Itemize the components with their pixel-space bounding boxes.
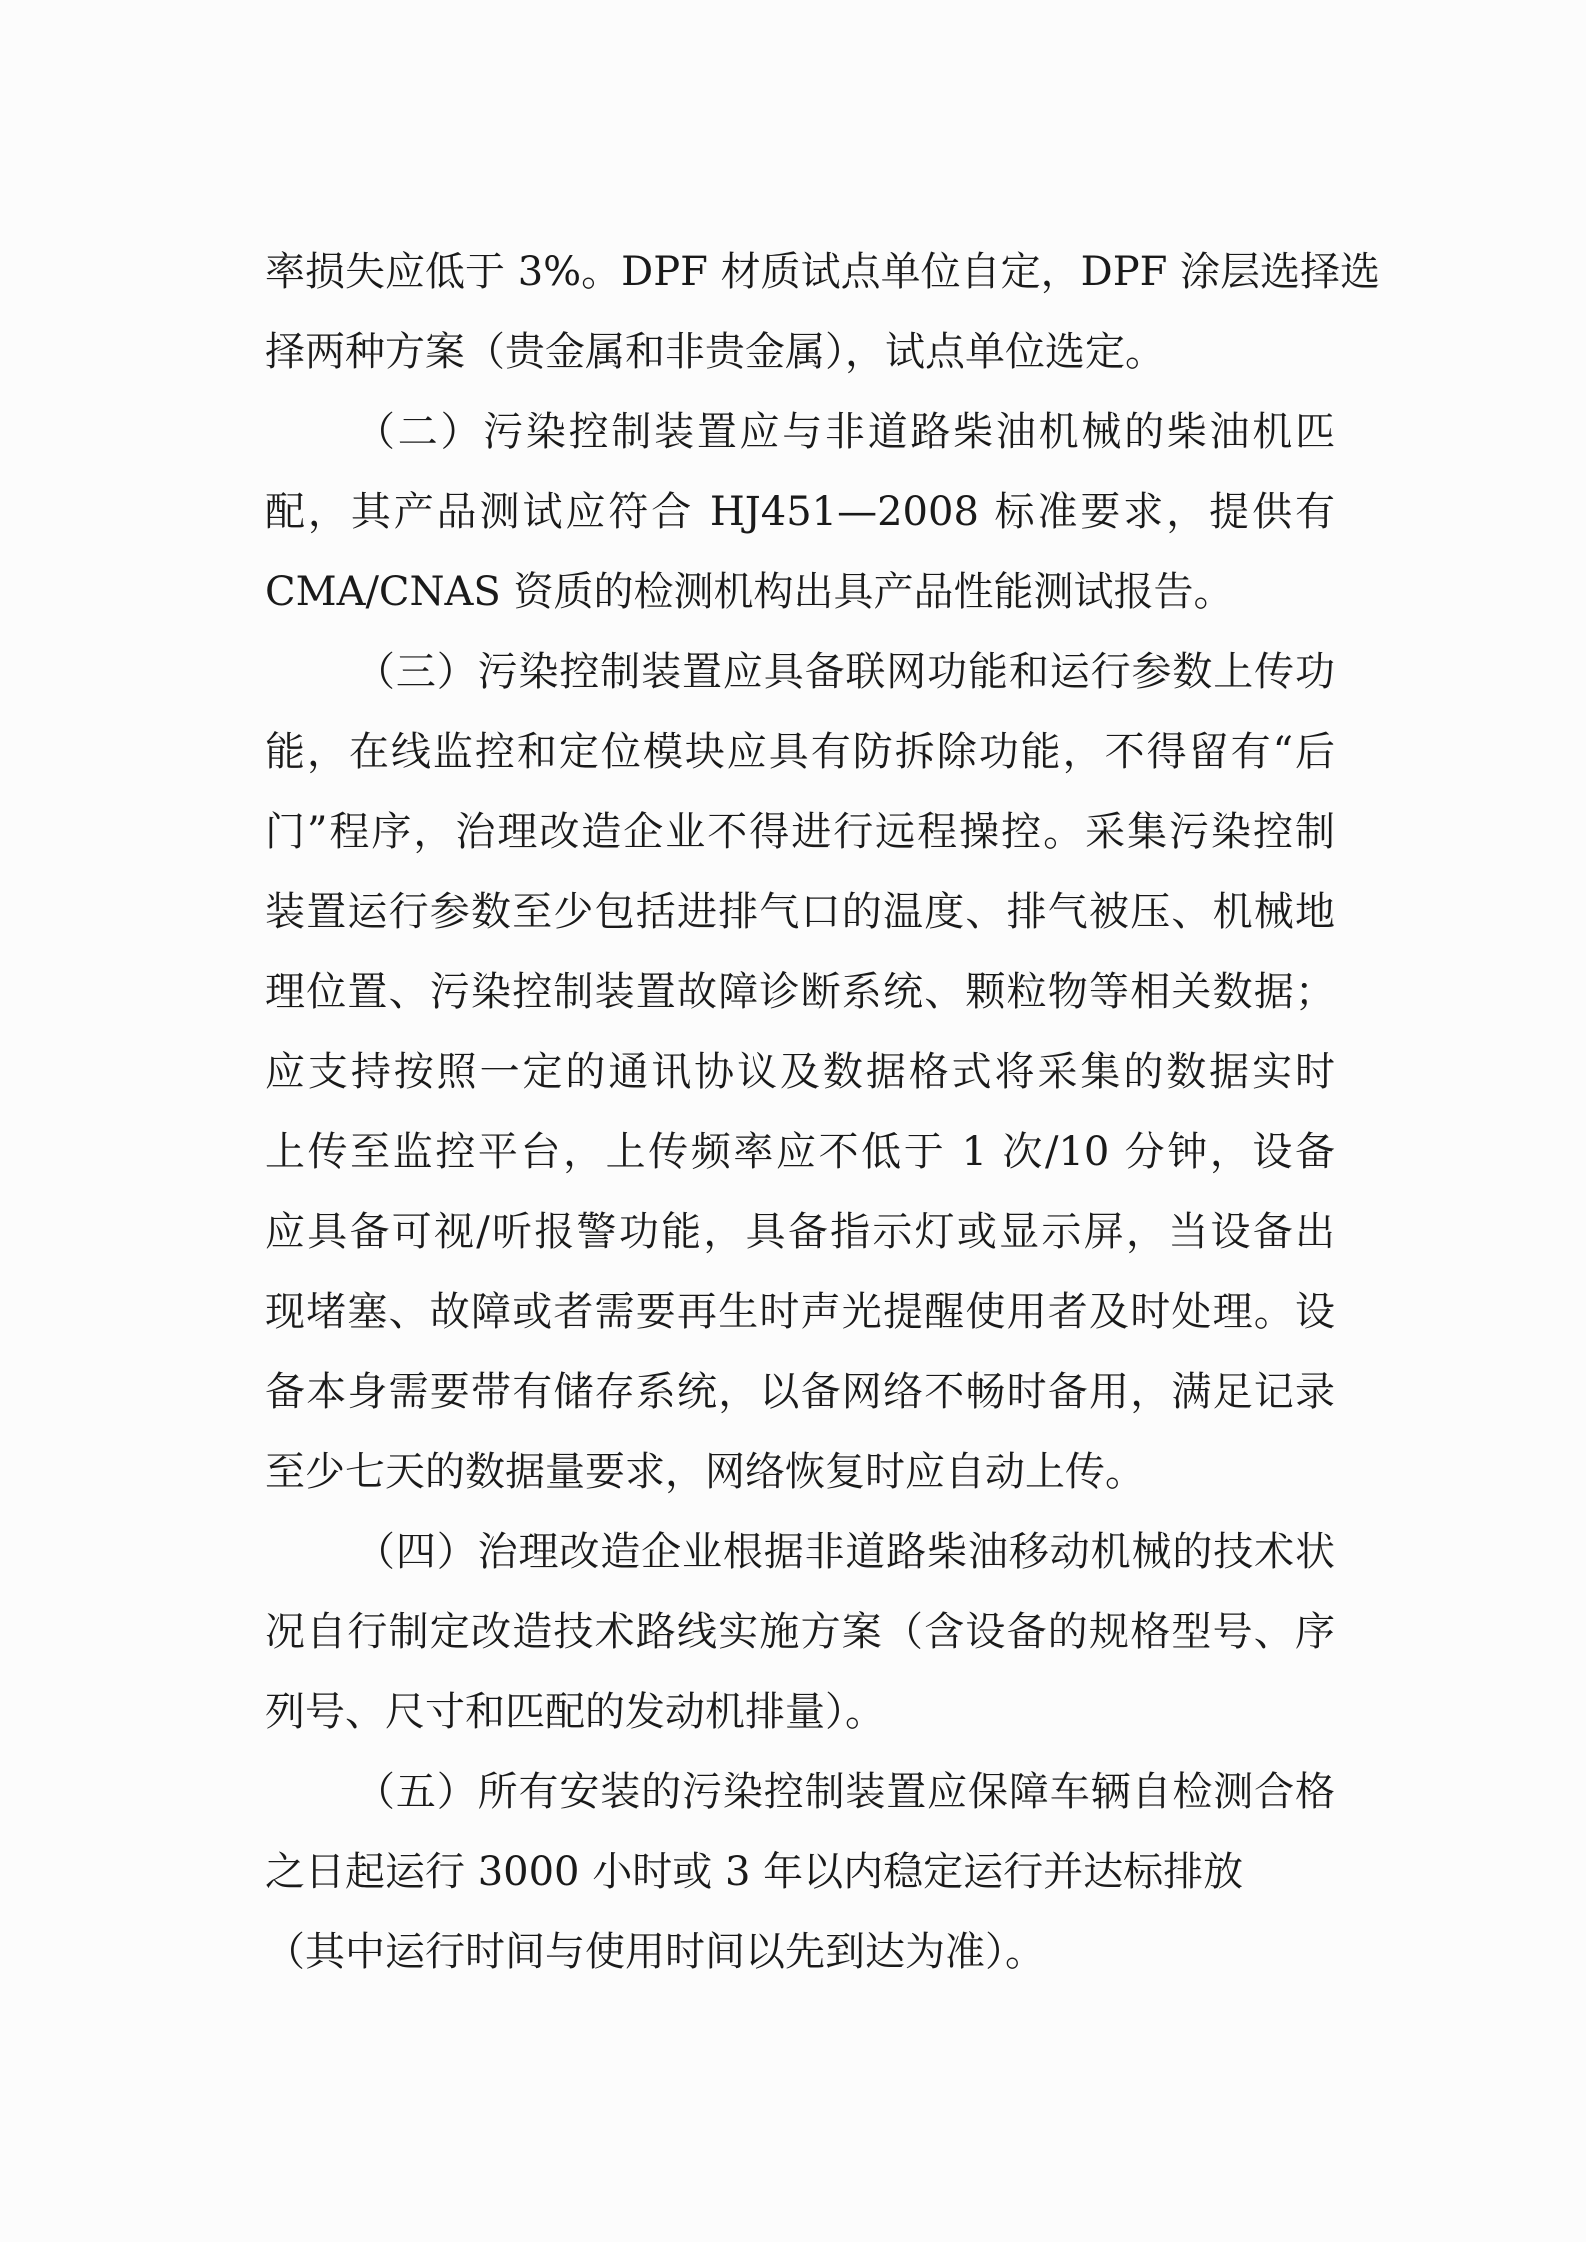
text-line: （五）所有安装的污染控制装置应保障车辆自检测合格 (355, 1769, 1335, 1815)
text-line: 至少七天的数据量要求，网络恢复时应自动上传。 (265, 1449, 1145, 1495)
text-line: （三）污染控制装置应具备联网功能和运行参数上传功 (355, 649, 1335, 695)
text-line: 配，其产品测试应符合 HJ451—2008 标准要求，提供有 (265, 489, 1335, 535)
text-line: （二）污染控制装置应与非道路柴油机械的柴油机匹 (355, 409, 1335, 455)
text-line: 况自行制定改造技术路线实施方案（含设备的规格型号、序 (265, 1609, 1335, 1655)
text-line: CMA/CNAS 资质的检测机构出具产品性能测试报告。 (265, 569, 1234, 615)
text-line: 门”程序，治理改造企业不得进行远程操控。采集污染控制 (265, 809, 1335, 855)
text-line: 应具备可视/听报警功能，具备指示灯或显示屏，当设备出 (265, 1209, 1335, 1255)
text-line: 列号、尺寸和匹配的发动机排量）。 (265, 1689, 885, 1735)
text-line: （其中运行时间与使用时间以先到达为准）。 (265, 1929, 1045, 1975)
text-line: 之日起运行 3000 小时或 3 年以内稳定运行并达标排放 (265, 1849, 1244, 1895)
paragraph-item-4 (265, 1512, 1335, 1752)
text-line: （四）治理改造企业根据非道路柴油移动机械的技术状 (355, 1529, 1335, 1575)
text-line: 装置运行参数至少包括进排气口的温度、排气被压、机械地 (265, 889, 1335, 935)
text-line: 率损失应低于 3%。DPF 材质试点单位自定，DPF 涂层选择选 (265, 249, 1381, 295)
text-line: 现堵塞、故障或者需要再生时声光提醒使用者及时处理。设 (265, 1289, 1335, 1335)
paragraph-item-2 (265, 392, 1335, 632)
text-line: 应支持按照一定的通讯协议及数据格式将采集的数据实时 (265, 1049, 1335, 1095)
text-line: 择两种方案（贵金属和非贵金属），试点单位选定。 (265, 329, 1165, 375)
text-line: 能，在线监控和定位模块应具有防拆除功能，不得留有“后 (265, 729, 1335, 775)
text-line: 理位置、污染控制装置故障诊断系统、颗粒物等相关数据； (265, 969, 1335, 1015)
paragraph-item-3 (265, 632, 1335, 1512)
document-body (265, 232, 1381, 1992)
paragraph-dpf-material (265, 232, 1381, 392)
text-line: 上传至监控平台，上传频率应不低于 1 次/10 分钟，设备 (265, 1129, 1335, 1175)
text-line: 备本身需要带有储存系统，以备网络不畅时备用，满足记录 (265, 1369, 1335, 1415)
paragraph-item-5 (265, 1752, 1335, 1992)
